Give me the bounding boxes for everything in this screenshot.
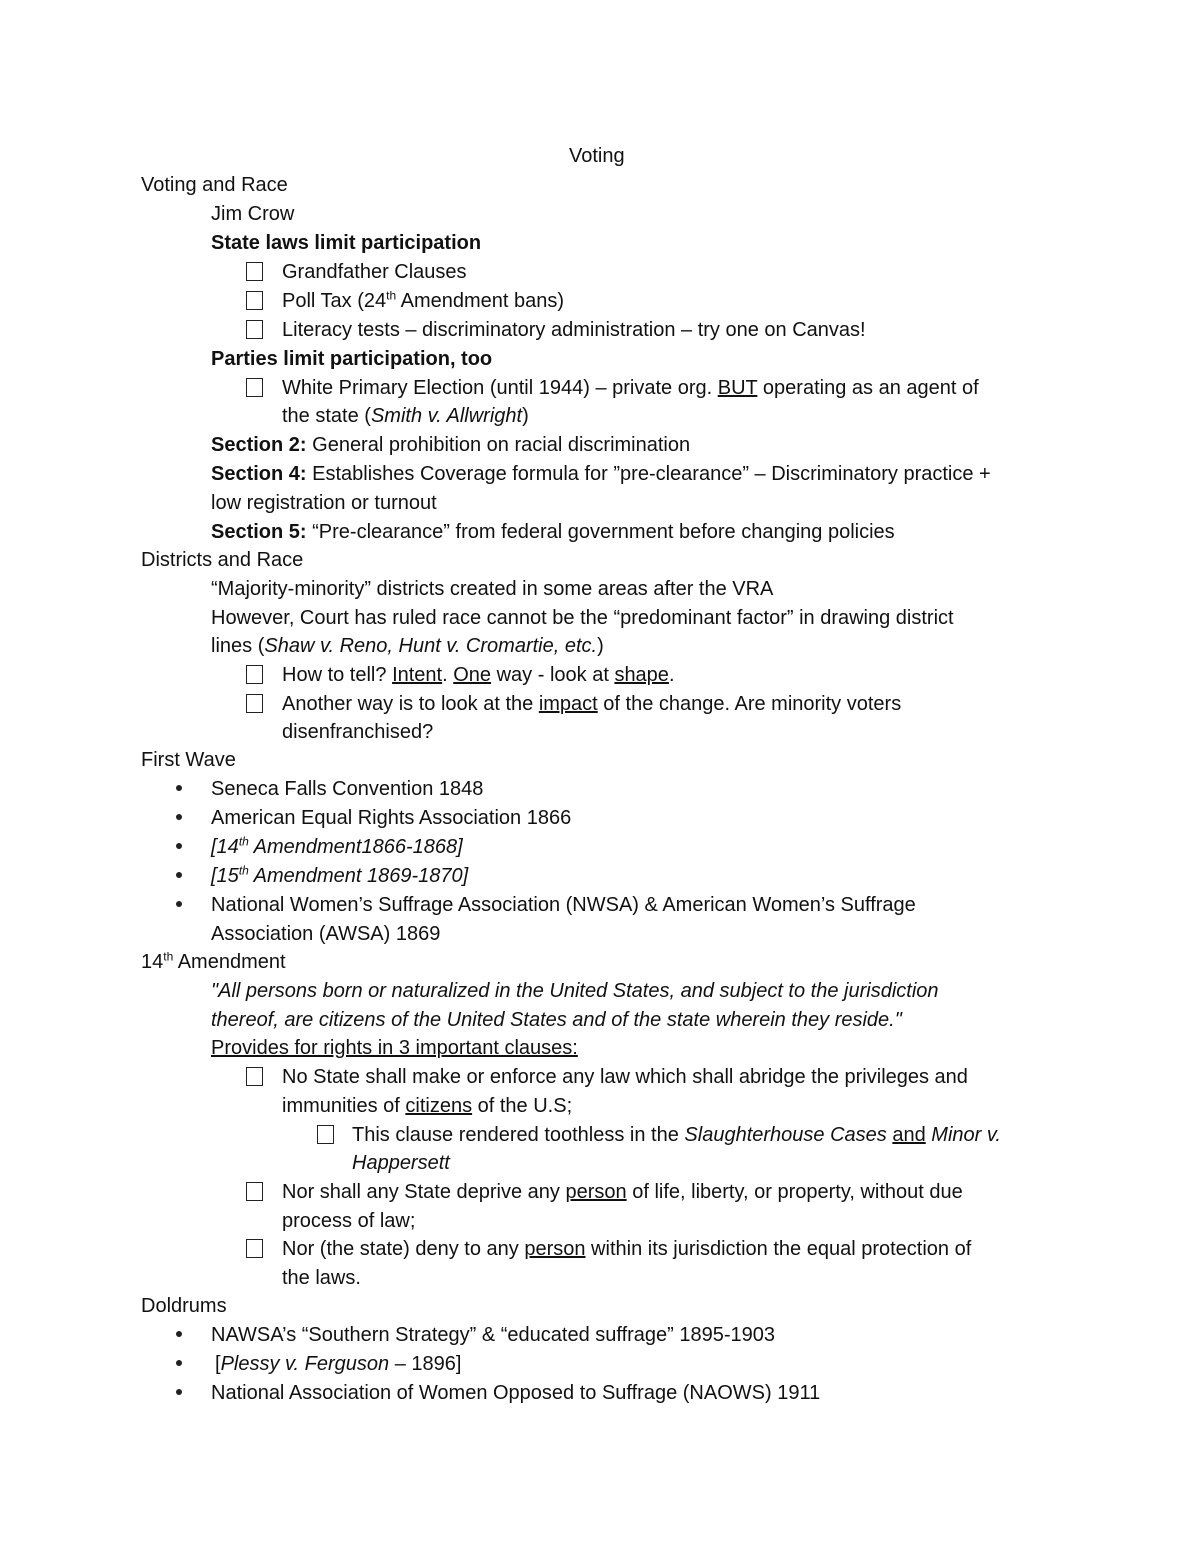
bullet-icon xyxy=(176,891,182,920)
item-14th-amendment: [14th Amendment1866-1868] xyxy=(211,834,463,858)
clause-1: No State shall make or enforce any law which shall abridge the privileges and xyxy=(282,1066,968,1088)
square-bullet-icon xyxy=(246,661,263,690)
bullet-icon xyxy=(176,775,182,804)
item-white-primary-cont: the state (Smith v. Allwright) xyxy=(282,405,529,427)
item-grandfather: Grandfather Clauses xyxy=(282,261,467,283)
square-bullet-icon xyxy=(246,287,263,316)
heading-doldrums: Doldrums xyxy=(141,1295,227,1317)
square-bullet-icon xyxy=(246,374,263,403)
bullet-icon xyxy=(176,1379,182,1408)
quote-line-1: "All persons born or naturalized in the United States, and subject to the jurisdiction xyxy=(211,980,939,1002)
provides-heading: Provides for rights in 3 important clauses: xyxy=(211,1037,578,1059)
square-bullet-icon xyxy=(246,1063,263,1092)
page-title: Voting xyxy=(569,145,625,167)
districts-line-2: However, Court has ruled race cannot be the “predominant factor” in drawing district xyxy=(211,607,954,629)
bullet-icon xyxy=(176,1350,182,1379)
subheading-parties: Parties limit participation, too xyxy=(211,348,493,370)
bullet-icon xyxy=(176,833,182,862)
bullet-icon xyxy=(176,804,182,833)
clause-1-sub: This clause rendered toothless in the Slaughterhouse Cases and Minor v. xyxy=(352,1124,1001,1146)
item-nawsa: NAWSA’s “Southern Strategy” & “educated suffrage” 1895-1903 xyxy=(211,1324,776,1346)
section-4: Section 4: Establishes Coverage formula for ”pre-clearance” – Discriminatory practice + xyxy=(211,463,991,485)
section-4-cont: low registration or turnout xyxy=(211,492,437,514)
subheading-jim-crow: Jim Crow xyxy=(211,203,295,225)
item-plessy: [Plessy v. Ferguson – 1896] xyxy=(215,1353,462,1375)
item-aera: American Equal Rights Association 1866 xyxy=(211,807,572,829)
districts-line-1: “Majority-minority” districts created in some areas after the VRA xyxy=(211,578,774,600)
item-white-primary: White Primary Election (until 1944) – private org. BUT operating as an agent of xyxy=(282,377,979,399)
item-seneca: Seneca Falls Convention 1848 xyxy=(211,778,484,800)
bullet-icon xyxy=(176,1321,182,1350)
subheading-state-laws: State laws limit participation xyxy=(211,232,482,254)
item-15th-amendment: [15th Amendment 1869-1870] xyxy=(211,863,469,887)
square-bullet-icon xyxy=(246,316,263,345)
clause-1-cont: immunities of citizens of the U.S; xyxy=(282,1095,573,1117)
square-bullet-icon xyxy=(246,258,263,287)
section-2: Section 2: General prohibition on racial discrimination xyxy=(211,434,691,456)
section-5: Section 5: “Pre-clearance” from federal government before changing policies xyxy=(211,521,895,543)
heading-14th-amendment: 14th Amendment xyxy=(141,949,286,973)
square-bullet-icon xyxy=(317,1121,334,1150)
clause-2-cont: process of law; xyxy=(282,1210,416,1232)
item-another-way: Another way is to look at the impact of the change. Are minority voters xyxy=(282,693,902,715)
item-literacy: Literacy tests – discriminatory administration – try one on Canvas! xyxy=(282,319,866,341)
square-bullet-icon xyxy=(246,690,263,719)
square-bullet-icon xyxy=(246,1235,263,1264)
item-poll-tax: Poll Tax (24th Amendment bans) xyxy=(282,288,565,312)
clause-3: Nor (the state) deny to any person within its jurisdiction the equal protection of xyxy=(282,1238,972,1260)
heading-first-wave: First Wave xyxy=(141,749,236,771)
item-naows: National Association of Women Opposed to Suffrage (NAOWS) 1911 xyxy=(211,1382,821,1404)
quote-line-2: thereof, are citizens of the United States and of the state wherein they reside." xyxy=(211,1009,902,1031)
districts-line-3: lines (Shaw v. Reno, Hunt v. Cromartie, etc.) xyxy=(211,635,604,657)
item-another-way-cont: disenfranchised? xyxy=(282,721,434,743)
clause-2: Nor shall any State deprive any person of life, liberty, or property, without due xyxy=(282,1181,963,1203)
clause-3-cont: the laws. xyxy=(282,1267,361,1289)
square-bullet-icon xyxy=(246,1178,263,1207)
item-nwsa: National Women’s Suffrage Association (NWSA) & American Women’s Suffrage xyxy=(211,894,916,916)
heading-districts-race: Districts and Race xyxy=(141,549,304,571)
bullet-icon xyxy=(176,862,182,891)
heading-voting-race: Voting and Race xyxy=(141,174,288,196)
clause-1-sub-cont: Happersett xyxy=(352,1152,450,1174)
item-how-to-tell: How to tell? Intent. One way - look at shape. xyxy=(282,664,675,686)
item-nwsa-cont: Association (AWSA) 1869 xyxy=(211,923,441,945)
